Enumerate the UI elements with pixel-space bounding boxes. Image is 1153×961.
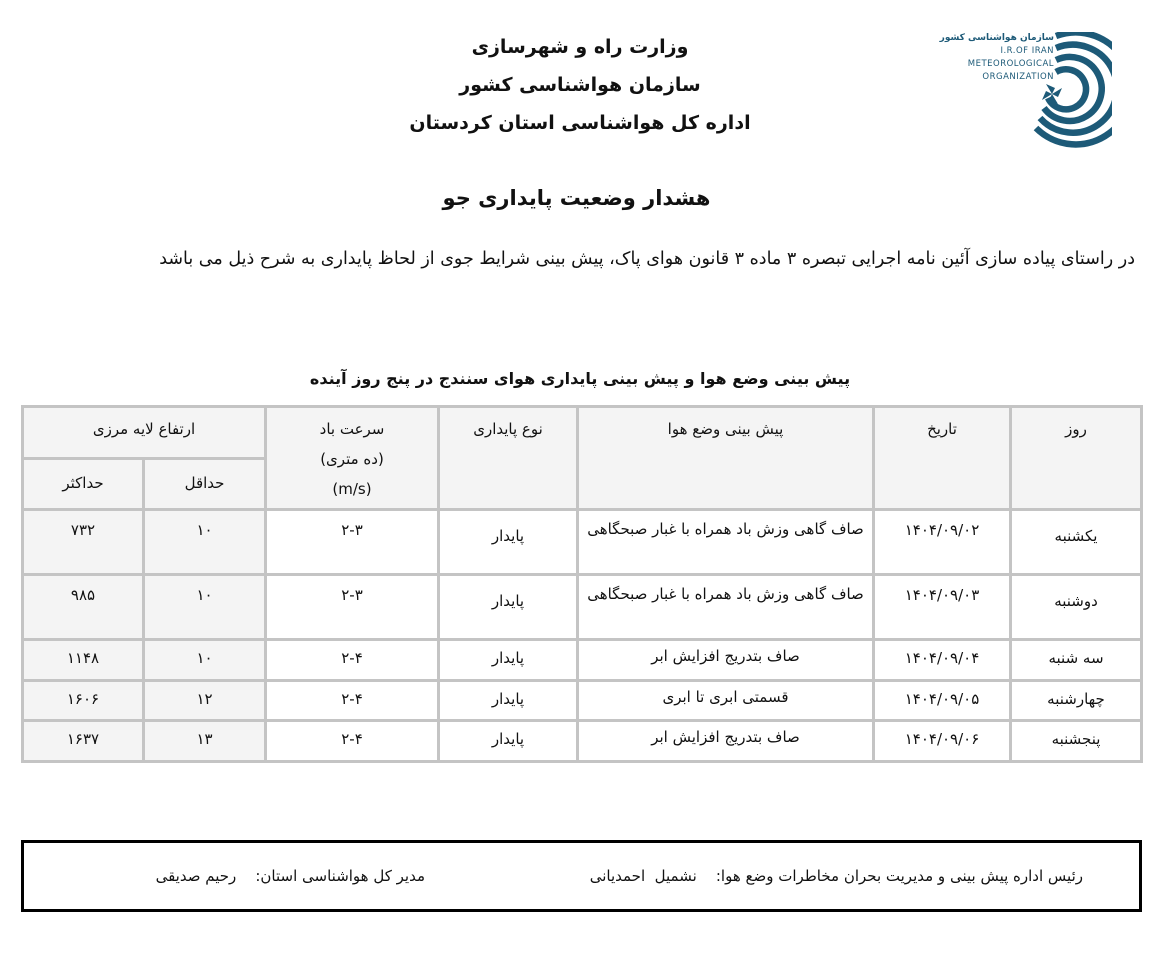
header-wind-line1: سرعت باد	[319, 420, 385, 438]
cell-day: دوشنبه	[1011, 575, 1142, 640]
cell-max: ۷۳۲	[23, 510, 144, 575]
warning-title: هشدار وضعیت پایداری جو	[442, 186, 711, 210]
logo-text-en-1: I.R.OF IRAN	[1000, 46, 1054, 56]
forecast-head-signature	[590, 867, 1083, 885]
table-row	[23, 681, 1142, 721]
cell-stability: پایدار	[439, 575, 578, 640]
cell-date: ۱۴۰۴/۰۹/۰۴	[874, 640, 1011, 681]
cell-date: ۱۴۰۴/۰۹/۰۲	[874, 510, 1011, 575]
table-row	[23, 510, 1142, 575]
spiral-emblem-icon	[952, 32, 1112, 152]
header-min: حداقل	[144, 459, 266, 510]
cell-wind: ۲-۴	[266, 681, 439, 721]
logo-text-en-2: METEOROLOGICAL	[967, 59, 1054, 69]
meteorological-organization-logo	[939, 32, 1112, 152]
cell-date: ۱۴۰۴/۰۹/۰۵	[874, 681, 1011, 721]
cell-weather: صاف بتدریج افزایش ابر	[578, 721, 874, 762]
cell-stability: پایدار	[439, 510, 578, 575]
cell-min: ۱۰	[144, 640, 266, 681]
cell-weather: صاف گاهی وزش باد همراه با غبار صبحگاهی	[578, 575, 874, 640]
header-date: تاریخ	[874, 407, 1011, 510]
cell-min: ۱۳	[144, 721, 266, 762]
table-caption: پیش بینی وضع هوا و پیش بینی پایداری هوای سنندج در پنج روز آینده	[309, 369, 851, 388]
logo-text-en-3: ORGANIZATION	[982, 72, 1054, 82]
cell-day: سه شنبه	[1011, 640, 1142, 681]
cell-min: ۱۰	[144, 575, 266, 640]
header-stability: نوع پایداری	[439, 407, 578, 510]
header-wind-speed	[266, 407, 439, 510]
cell-max: ۱۱۴۸	[23, 640, 144, 681]
cell-wind: ۲-۳	[266, 510, 439, 575]
cell-weather: صاف بتدریج افزایش ابر	[578, 640, 874, 681]
forecast-head-name: نشمیل احمدیانی	[589, 867, 697, 885]
logo-text-fa: سازمان هواشناسی کشور	[939, 33, 1054, 43]
organization-header	[380, 28, 780, 142]
cell-date: ۱۴۰۴/۰۹/۰۳	[874, 575, 1011, 640]
director-signature	[156, 867, 425, 885]
forecast-table	[21, 405, 1143, 763]
cell-max: ۱۶۳۷	[23, 721, 144, 762]
cell-day: چهارشنبه	[1011, 681, 1142, 721]
table-row	[23, 640, 1142, 681]
header-wind-line3: (m/s)	[332, 480, 372, 498]
table-row	[23, 575, 1142, 640]
table-row	[23, 721, 1142, 762]
cell-wind: ۲-۴	[266, 640, 439, 681]
forecast-head-label: رئیس اداره پیش بینی و مدیریت بحران مخاطرات وضع هوا:	[715, 867, 1083, 885]
cell-wind: ۲-۳	[266, 575, 439, 640]
cell-min: ۱۰	[144, 510, 266, 575]
cell-weather: قسمتی ابری تا ابری	[578, 681, 874, 721]
cell-weather: صاف گاهی وزش باد همراه با غبار صبحگاهی	[578, 510, 874, 575]
header-day: روز	[1011, 407, 1142, 510]
cell-max: ۹۸۵	[23, 575, 144, 640]
intro-paragraph: در راستای پیاده سازی آئین نامه اجرایی تبصره ۳ ماده ۳ قانون هوای پاک، پیش بینی شرایط جوی از لحاظ پایداری به شرح ذیل می باشد	[159, 249, 1135, 269]
provincial-office-name: اداره کل هواشناسی استان کردستان	[409, 112, 751, 134]
cell-day: یکشنبه	[1011, 510, 1142, 575]
cell-day: پنجشنبه	[1011, 721, 1142, 762]
header-weather: پیش بینی وضع هوا	[578, 407, 874, 510]
header-max: حداکثر	[23, 459, 144, 510]
cell-stability: پایدار	[439, 721, 578, 762]
header-boundary-layer: ارتفاع لایه مرزی	[23, 407, 266, 459]
cell-date: ۱۴۰۴/۰۹/۰۶	[874, 721, 1011, 762]
director-name: رحیم صدیقی	[155, 867, 237, 885]
organization-name: سازمان هواشناسی کشور	[459, 74, 701, 96]
cell-min: ۱۲	[144, 681, 266, 721]
cell-wind: ۲-۴	[266, 721, 439, 762]
director-label: مدیر کل هواشناسی استان:	[255, 867, 425, 885]
ministry-name: وزارت راه و شهرسازی	[471, 36, 689, 58]
header-wind-line2: (ده متری)	[320, 450, 384, 468]
cell-stability: پایدار	[439, 681, 578, 721]
cell-max: ۱۶۰۶	[23, 681, 144, 721]
signature-box	[21, 840, 1142, 912]
cell-stability: پایدار	[439, 640, 578, 681]
